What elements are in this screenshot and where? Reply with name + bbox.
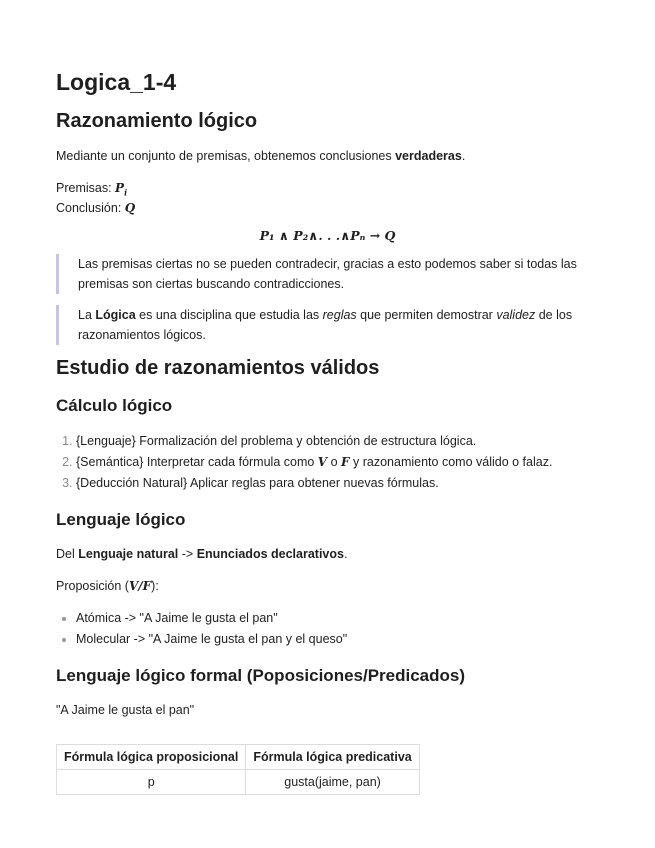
prop-math: V/F — [128, 579, 152, 593]
table-cell: p — [57, 770, 246, 795]
quote-text-a: La — [78, 308, 96, 322]
premisas-label: Premisas: — [56, 181, 116, 195]
table-header-proposicional: Fórmula lógica proposicional — [57, 745, 246, 770]
calculo-list — [56, 431, 615, 494]
list-item — [76, 452, 615, 473]
arrow-text: -> — [178, 547, 197, 561]
prop-label: Proposición ( — [56, 579, 129, 593]
conclusion-label: Conclusión: — [56, 201, 125, 215]
quote-text-e: que permiten demostrar — [356, 308, 497, 322]
premisas-sub: i — [124, 187, 128, 198]
item2-text-o: o — [327, 455, 342, 469]
heading-calculo: Cálculo lógico — [56, 396, 173, 415]
blockquote-premisas: Las premisas ciertas no se pueden contradecir, gracias a esto podemos saber si todas las premisas son ciertas buscando contradicciones. — [56, 254, 598, 294]
formula-table — [56, 744, 420, 795]
heading-estudio: Estudio de razonamientos válidos — [56, 357, 380, 379]
intro-text: Mediante un conjunto de premisas, obtenemos conclusiones — [56, 149, 396, 163]
lenguaje-natural-bold: Lenguaje natural — [78, 547, 179, 561]
list-item: 1. {Lenguaje} Formalización del problema y obtención de estructura lógica. — [76, 431, 615, 452]
intro-paragraph — [56, 146, 615, 166]
list-item: • Molecular -> "A Jaime le gusta el pan y el queso" — [76, 629, 615, 650]
list-item: • Atómica -> "A Jaime le gusta el pan" — [76, 608, 615, 629]
list-item: 3. {Deducción Natural} Aplicar reglas para obtener nuevas fórmulas. — [76, 473, 615, 494]
quote-text-g: de los razonamientos lógicos. — [78, 308, 573, 342]
item2-text-b: y razonamiento como válido o falaz. — [349, 455, 553, 469]
proposicion-list — [56, 608, 615, 650]
table-header-row — [57, 745, 420, 770]
table-cell: gusta(jaime, pan) — [246, 770, 419, 795]
quote-italic-reglas: reglas — [322, 308, 357, 322]
math-f: F — [341, 455, 350, 469]
item2-text-a: {Semántica} Interpretar cada fórmula como — [76, 455, 318, 469]
dot-text: . — [343, 547, 348, 561]
table-row — [57, 770, 420, 795]
enunciados-bold: Enunciados declarativos — [196, 547, 344, 561]
page-title: Logica_1-4 — [56, 69, 177, 95]
heading-lenguaje: Lenguaje lógico — [56, 510, 186, 529]
table-header-predicativa: Fórmula lógica predicativa — [246, 745, 419, 770]
intro-bold: verdaderas — [395, 149, 462, 163]
quote-text-c: es una disciplina que estudia las — [135, 308, 323, 322]
formal-example: "A Jaime le gusta el pan" — [56, 703, 195, 717]
blockquote-logica — [56, 305, 598, 345]
intro-end: . — [461, 149, 466, 163]
formula: P₁ ∧ P₂∧. . .∧Pₙ → Q — [259, 228, 396, 243]
math-v: V — [317, 455, 328, 469]
del-text: Del — [56, 547, 79, 561]
lenguaje-paragraph — [56, 544, 615, 564]
quote-italic-validez: validez — [496, 308, 536, 322]
premisas-math: P — [115, 181, 125, 195]
proposicion-line — [56, 576, 615, 596]
prop-end: ): — [151, 579, 159, 593]
conclusion-line — [56, 198, 615, 218]
quote-bold-logica: Lógica — [95, 308, 136, 322]
conclusion-math: Q — [124, 201, 136, 215]
heading-formal: Lenguaje lógico formal (Poposiciones/Predicados) — [56, 666, 466, 685]
heading-razonamiento: Razonamiento lógico — [56, 110, 258, 132]
